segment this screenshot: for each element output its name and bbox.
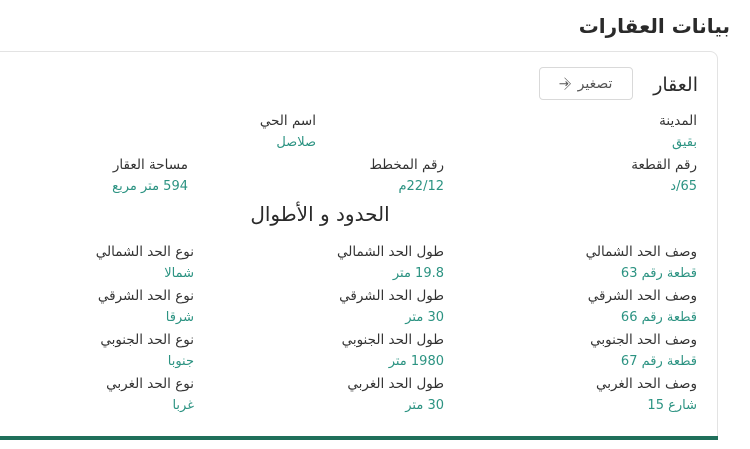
field-label: طول الحد الجنوبي [341, 332, 444, 348]
field-value: قطعة رقم 66 [620, 310, 697, 325]
page-title: بيانات العقارات [578, 14, 730, 38]
boundaries-title: الحدود و الأطوال [250, 202, 390, 226]
field-label: طول الحد الشرقي [339, 288, 444, 304]
field-value: شمالا [164, 266, 194, 281]
field-label: وصف الحد الشرقي [587, 288, 697, 304]
field-value: 65/د [670, 179, 697, 194]
section-title: العقار [653, 74, 698, 96]
field-label: المدينة [659, 113, 697, 129]
field-value: صلاصل [276, 135, 316, 150]
east-type [98, 287, 194, 327]
field-label: نوع الحد الجنوبي [100, 332, 194, 348]
west-type [106, 375, 194, 415]
south-length [342, 331, 444, 371]
west-length [347, 375, 444, 415]
field-label: وصف الحد الغربي [595, 376, 697, 392]
field-label: نوع الحد الغربي [106, 376, 194, 392]
field-label: رقم القطعة [631, 157, 697, 173]
north-description [586, 243, 697, 283]
field-value: جنوبا [167, 354, 194, 369]
field-value: 1980 متر [388, 354, 444, 369]
field-label: مساحة العقار [112, 157, 188, 173]
field-label: نوع الحد الشرقي [97, 288, 194, 304]
field-value: 19.8 متر [392, 266, 444, 281]
field-label: طول الحد الغربي [347, 376, 444, 392]
field-value: غربا [172, 398, 194, 413]
field-label: وصف الحد الجنوبي [590, 332, 697, 348]
field-label: نوع الحد الشمالي [95, 244, 194, 260]
east-length [339, 287, 444, 327]
field-value: بقيق [672, 135, 697, 150]
west-description [596, 375, 697, 415]
field-label: طول الحد الشمالي [337, 244, 444, 260]
field-city [659, 112, 697, 152]
field-plan [369, 156, 444, 196]
field-label: اسم الحي [259, 113, 316, 129]
north-type [96, 243, 194, 283]
field-value: قطعة رقم 63 [620, 266, 697, 281]
field-value: 594 متر مربع [112, 179, 188, 194]
field-value: شرقا [165, 310, 194, 325]
card-bottom-bar [0, 436, 718, 440]
field-label: رقم المخطط [369, 157, 444, 173]
collapse-arrows-icon: ⇲ [556, 74, 574, 93]
field-value: 30 متر [405, 398, 444, 413]
field-value: 22/12م [398, 179, 444, 194]
field-district [260, 112, 316, 152]
collapse-label: تصغير [577, 75, 613, 92]
south-description [590, 331, 697, 371]
field-value: 30 متر [405, 310, 444, 325]
field-parcel [631, 156, 697, 196]
field-area [112, 156, 188, 196]
field-label: وصف الحد الشمالي [585, 244, 697, 260]
east-description [588, 287, 697, 327]
field-value: قطعة رقم 67 [620, 354, 697, 369]
field-value: شارع 15 [647, 398, 697, 413]
south-type [100, 331, 194, 371]
north-length [337, 243, 444, 283]
collapse-button[interactable] [539, 67, 633, 100]
